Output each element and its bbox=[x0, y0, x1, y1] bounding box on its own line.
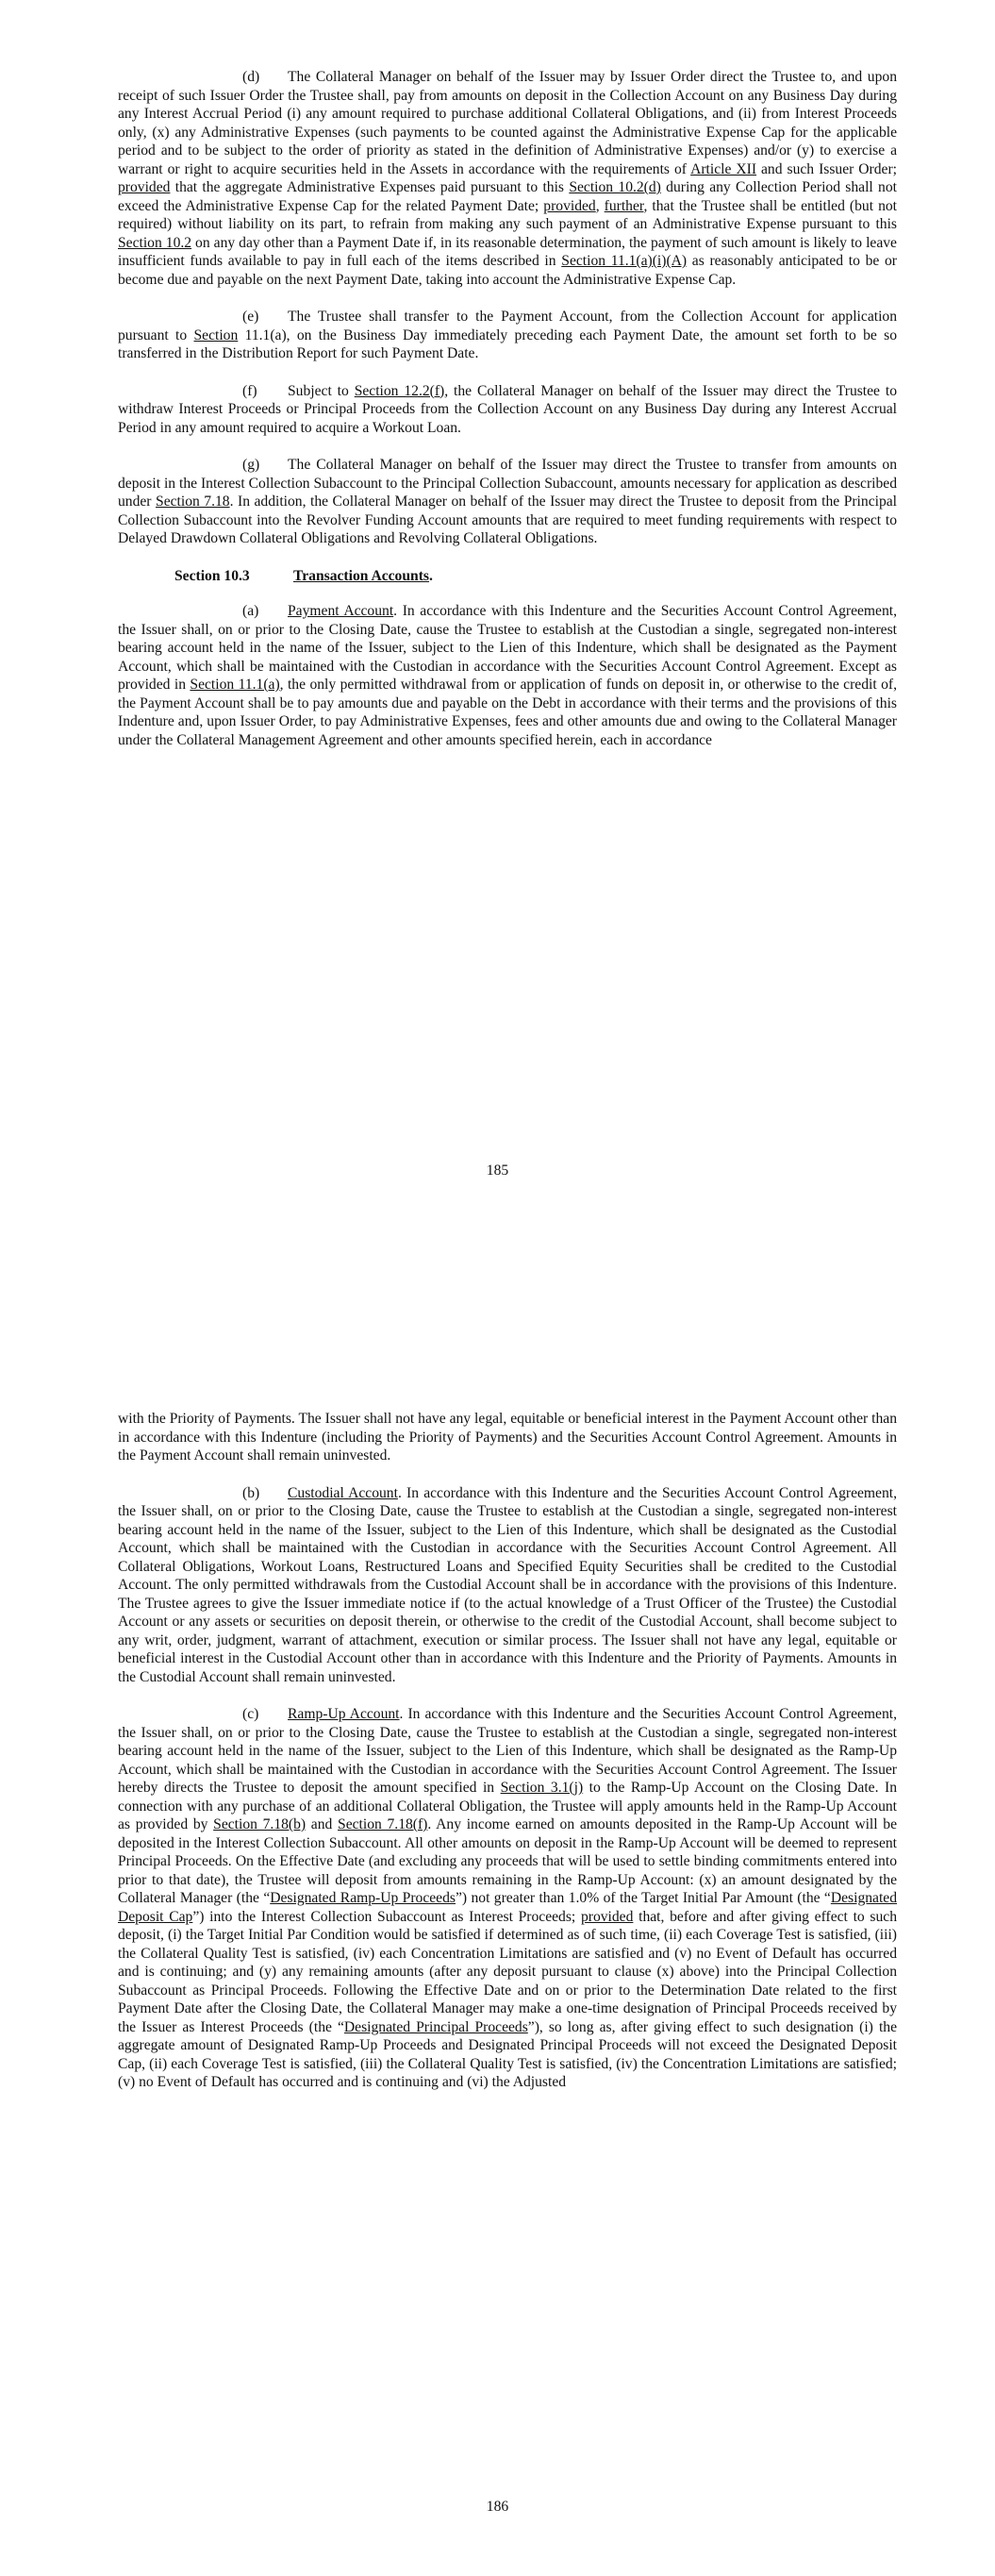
section-title: Transaction Accounts bbox=[293, 567, 429, 584]
defined-term: provided bbox=[118, 179, 171, 195]
subsection-title: Custodial Account bbox=[288, 1484, 398, 1501]
paragraph-10-2-e: (e) The Trustee shall transfer to the Payment Account, from the Collection Account for application pursuant to Section 11.1(a), on the Business Day immediately preceding each Payment Date, the amount set forth to be so transferred in the Distribution Report for such Payment Date. bbox=[118, 309, 897, 361]
paragraph-continuation: with the Priority of Payments. The Issuer shall not have any legal, equitable or beneficial interest in the Payment Account other than in accordance with this Indenture (including the Priority of Payments) and the Securities Account Control Agreement. Amounts in the Payment Account shall remain uninvested. bbox=[118, 1411, 897, 1464]
cross-reference: Section 7.18 bbox=[156, 493, 230, 510]
page-186-body bbox=[118, 1410, 897, 2111]
paragraph-10-3-a: (a) Payment Account. In accordance with this Indenture and the Securities Account Control Agreement, the Issuer shall, on or prior to the Closing Date, cause the Trustee to establish at the Custodian a single, segregated non-interest bearing account held in the name of the Issuer, subject to the Lien of this Indenture, which shall be designated as the Payment Account, which shall be maintained with the Custodian in accordance with the Securities Account Control Agreement. Except as provided in Section 11.1(a), the only permitted withdrawal from or application of funds on deposit in, or otherwise to the credit of, the Payment Account shall be to pay amounts due and payable on the Debt in accordance with their terms and the provisions of this Indenture and, upon Issuer Order, to pay Administrative Expenses, fees and other amounts due and owing to the Collateral Manager under the Collateral Management Agreement and other amounts specified herein, each in accordance bbox=[118, 603, 898, 748]
paragraph-10-2-g: (g) The Collateral Manager on behalf of the Issuer may direct the Trustee to transfer from amounts on deposit in the Interest Collection Subaccount to the Principal Collection Subaccount, amounts necessary for application as described under Section 7.18. In addition, the Collateral Manager on behalf of the Issuer may direct the Trustee to deposit from the Principal Collection Subaccount into the Revolver Funding Account amounts that are required to meet funding requirements with respect to Delayed Drawdown Collateral Obligations and Revolving Collateral Obligations. bbox=[118, 457, 897, 546]
paragraph-label: (c) bbox=[242, 1706, 259, 1722]
cross-reference: Section 3.1(j) bbox=[500, 1780, 584, 1796]
paragraph-label: (f) bbox=[242, 382, 257, 399]
cross-reference: Section 7.18(f) bbox=[338, 1816, 428, 1832]
cross-reference: Section 11.1(a)(i)(A) bbox=[561, 253, 688, 269]
page-number: 186 bbox=[486, 2499, 509, 2515]
page-number: 185 bbox=[486, 1163, 509, 1179]
cross-reference: Section 7.18(b) bbox=[213, 1816, 307, 1832]
paragraph-label: (a) bbox=[242, 603, 259, 619]
page-185-body bbox=[118, 68, 897, 768]
paragraph-label: (e) bbox=[242, 309, 259, 325]
subsection-title: Ramp-Up Account bbox=[288, 1706, 400, 1722]
paragraph-10-2-f: (f) Subject to Section 12.2(f), the Collateral Manager on behalf of the Issuer may direct the Trustee to withdraw Interest Proceeds or Principal Proceeds from the Collection Account on any Business Day during any Interest Accrual Period in any amount required to acquire a Workout Loan. bbox=[118, 382, 898, 436]
defined-term: provided bbox=[543, 197, 596, 214]
paragraph-label: (g) bbox=[242, 457, 260, 473]
paragraph-label: (d) bbox=[242, 69, 260, 85]
cross-reference: Section bbox=[193, 326, 239, 343]
cross-reference: Section 11.1(a) bbox=[190, 677, 280, 693]
defined-term: Designated Deposit Cap bbox=[118, 1890, 898, 1925]
subsection-title: Payment Account bbox=[288, 603, 394, 619]
cross-reference: Article XII bbox=[690, 160, 757, 177]
defined-term: Designated Principal Proceeds bbox=[343, 2018, 528, 2035]
cross-reference: Section 12.2(f) bbox=[354, 382, 445, 399]
defined-term: Designated Ramp-Up Proceeds bbox=[270, 1890, 456, 1906]
paragraph-10-2-d: (d) The Collateral Manager on behalf of the Issuer may by Issuer Order direct the Trustee to, and upon receipt of such Issuer Order the Trustee shall, pay from amounts on deposit in the Collection Account on any Business Day during any Interest Accrual Period (i) any amount required to purchase additional Collateral Obligations, and (ii) from Interest Proceeds only, (x) any Administrative Expenses (such payments to be counted against the Administrative Expense Cap for the applicable period and to be subject to the order of priority as stated in the definition of Administrative Expenses) and/or (y) to exercise a warrant or right to acquire securities held in the Assets in accordance with the requirements of Article XII and such Issuer Order; provided that the aggregate Administrative Expenses paid pursuant to this Section 10.2(d) during any Collection Period shall not exceed the Administrative Expense Cap for the related Payment Date; provided, further, that the Trustee shall be entitled (but not required) without liability on its part, to refrain from making any such payment of an Administrative Expense pursuant to this Section 10.2 on any day other than a Payment Date if, in its reasonable determination, the payment of such amount is likely to leave insufficient funds available to pay in full each of the items described in Section 11.1(a)(i)(A) as reasonably anticipated to be or become due and payable on the next Payment Date, taking into account the Administrative Expense Cap. bbox=[118, 69, 897, 288]
cross-reference: Section 10.2(d) bbox=[569, 179, 661, 195]
paragraph-10-3-c: (c) Ramp-Up Account. In accordance with this Indenture and the Securities Account Control Agreement, the Issuer shall, on or prior to the Closing Date, cause the Trustee to establish at the Custodian a single, segregated non-interest bearing account held in the name of the Issuer, subject to the Lien of this Indenture, which shall be designated as the Ramp-Up Account, which shall be maintained with the Custodian in accordance with the Securities Account Control Agreement. The Issuer hereby directs the Trustee to deposit the amount specified in Section 3.1(j) to the Ramp-Up Account on the Closing Date. In connection with any purchase of an additional Collateral Obligation, the Trustee will apply amounts held in the Ramp-Up Account as provided by Section 7.18(b) and Section 7.18(f). Any income earned on amounts deposited in the Ramp-Up Account will be deposited in the Interest Collection Subaccount. All other amounts on deposit in the Ramp-Up Account will be deemed to represent Principal Proceeds. On the Effective Date (and excluding any proceeds that will be used to settle binding commitments entered into prior to that date), the Trustee will deposit from amounts remaining in the Ramp-Up Account: (x) an amount designated by the Collateral Manager (the “Designated Ramp-Up Proceeds”) not greater than 1.0% of the Target Initial Par Amount (the “Designated Deposit Cap”) into the Interest Collection Subaccount as Interest Proceeds; provided that, before and after giving effect to such deposit, (i) the Target Initial Par Condition would be satisfied if determined as of such time, (ii) each Coverage Test is satisfied, (iii) the Collateral Quality Test is satisfied, (iv) each Concentration Limitations are satisfied and (v) no Event of Default has occurred and is continuing; and (y) any remaining amounts (after any deposit pursuant to clause (x) above) into the Principal Collection Subaccount as Principal Proceeds. Following the Effective Date and on or prior to the Determination Date related to the first Payment Date after the Closing Date, the Collateral Manager may make a one-time designation of Principal Proceeds received by the Issuer as Interest Proceeds (the “Designated Principal Proceeds”), so long as, after giving effect to such designation (i) the aggregate amount of Designated Ramp-Up Proceeds and Designated Principal Proceeds will not exceed the Designated Deposit Cap, (ii) each Coverage Test is satisfied, (iii) the Collateral Quality Test is satisfied, (iv) the Concentration Limitations are satisfied; (v) no Event of Default has occurred and is continuing and (vi) the Adjusted bbox=[118, 1706, 898, 2090]
page-186 bbox=[0, 1387, 995, 2576]
defined-term: provided bbox=[580, 1908, 634, 1925]
paragraph-10-3-b: (b) Custodial Account. In accordance with this Indenture and the Securities Account Control Agreement, the Issuer shall, on or prior to the Closing Date, cause the Trustee to establish at the Custodian a single, segregated non-interest bearing account held in the name of the Issuer, subject to the Lien of this Indenture, which shall be designated as the Custodial Account, which shall be maintained with the Custodian in accordance with the Securities Account Control Agreement. All Collateral Obligations, Workout Loans, Restructured Loans and Specified Equity Securities shall be credited to the Custodial Account. The only permitted withdrawals from the Custodial Account shall be in accordance with the provisions of this Indenture. The Trustee agrees to give the Issuer immediate notice if (to the actual knowledge of a Trust Officer of the Trustee) the Custodial Account or any assets or securities on deposit therein, or otherwise to the credit of the Custodial Account, shall become subject to any writ, order, judgment, warrant of attachment, execution or similar process. The Issuer shall not have any legal, equitable or beneficial interest in the Custodial Account other than in accordance with this Indenture and the Priority of Payments. Amounts in the Custodial Account shall remain uninvested. bbox=[118, 1484, 897, 1685]
cross-reference: Section 10.2 bbox=[118, 234, 192, 251]
paragraph-label: (b) bbox=[242, 1484, 260, 1501]
defined-term: further bbox=[604, 197, 644, 214]
section-heading: Section 10.3 Transaction Accounts. bbox=[174, 567, 433, 584]
